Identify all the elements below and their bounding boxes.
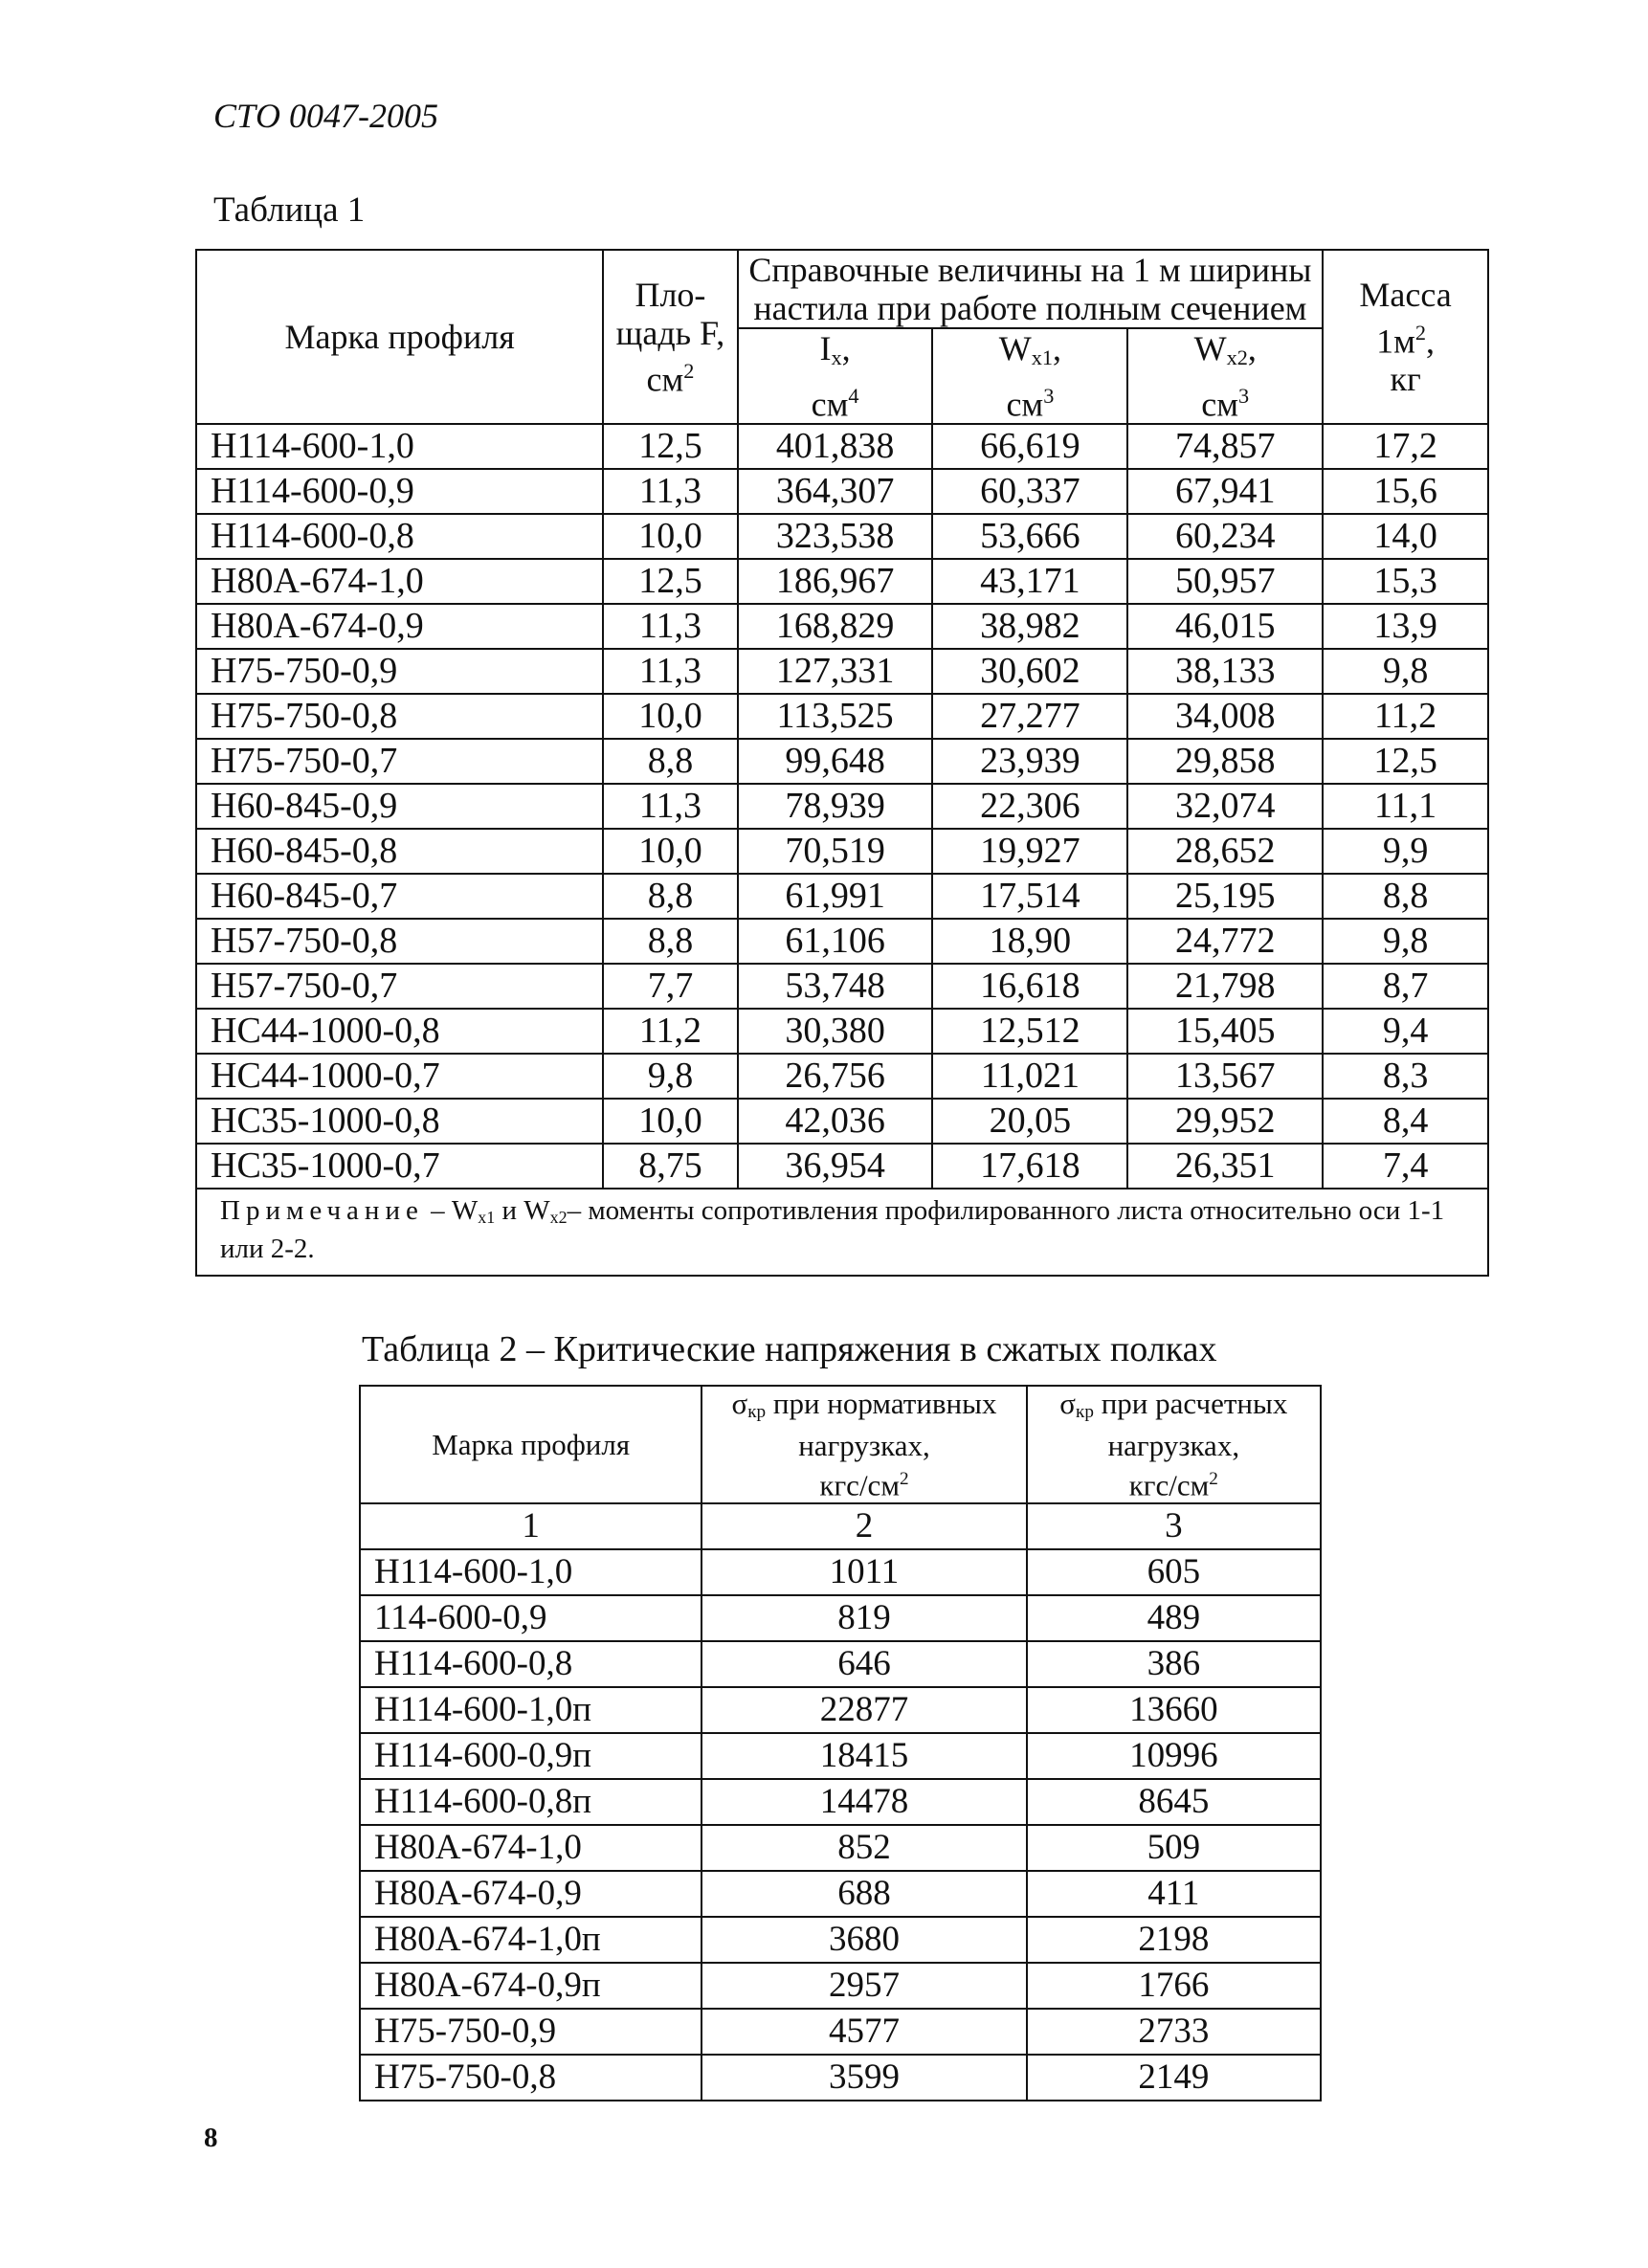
- cell-mass: 8,4: [1323, 1099, 1488, 1144]
- cell-sigma-normative: 646: [702, 1641, 1026, 1687]
- cell-area: 11,3: [603, 649, 737, 694]
- cell-profile-mark: Н114-600-0,9: [196, 469, 603, 514]
- cell-sigma-normative: 819: [702, 1595, 1026, 1641]
- cell-mass: 9,8: [1323, 919, 1488, 964]
- cell-sigma-normative: 3599: [702, 2055, 1026, 2101]
- header-wx2-unit-sup: 3: [1238, 383, 1250, 408]
- cell-mass: 11,2: [1323, 694, 1488, 739]
- cell-ix: 61,991: [738, 874, 933, 919]
- cell-area: 11,3: [603, 604, 737, 649]
- cell-wx1: 30,602: [932, 649, 1127, 694]
- cell-wx2: 50,957: [1127, 559, 1323, 604]
- cell-wx2: 15,405: [1127, 1009, 1323, 1054]
- t2-column-number: 2: [702, 1503, 1026, 1549]
- cell-wx1: 60,337: [932, 469, 1127, 514]
- cell-mass: 8,8: [1323, 874, 1488, 919]
- cell-area: 8,8: [603, 919, 737, 964]
- cell-profile-mark: Н80А-674-1,0п: [360, 1917, 702, 1963]
- header-wx2-symbol: W: [1193, 329, 1227, 367]
- table-row: [196, 469, 1488, 514]
- cell-wx2: 29,952: [1127, 1099, 1323, 1144]
- t2-header-profile-mark: Марка профиля: [360, 1386, 702, 1503]
- cell-mass: 9,8: [1323, 649, 1488, 694]
- table-row: [196, 874, 1488, 919]
- cell-wx2: 28,652: [1127, 829, 1323, 874]
- t2-design-unit-sup: 2: [1209, 1469, 1218, 1490]
- table-row: [360, 1963, 1321, 2009]
- cell-profile-mark: Н75-750-0,9: [360, 2009, 702, 2055]
- cell-sigma-normative: 1011: [702, 1549, 1026, 1595]
- cell-ix: 61,106: [738, 919, 933, 964]
- cell-ix: 323,538: [738, 514, 933, 559]
- cell-profile-mark: НС44-1000-0,8: [196, 1009, 603, 1054]
- cell-wx1: 43,171: [932, 559, 1127, 604]
- cell-sigma-design: 8645: [1027, 1779, 1321, 1825]
- cell-area: 12,5: [603, 424, 737, 469]
- cell-profile-mark: Н75-750-0,8: [196, 694, 603, 739]
- cell-sigma-normative: 18415: [702, 1733, 1026, 1779]
- table-row: [196, 514, 1488, 559]
- table-row: [196, 829, 1488, 874]
- t2-header-design: [1027, 1386, 1321, 1503]
- header-mass-line1: Масса: [1359, 275, 1452, 314]
- cell-profile-mark: Н114-600-1,0: [360, 1549, 702, 1595]
- cell-sigma-design: 2733: [1027, 2009, 1321, 2055]
- table-row: [360, 1825, 1321, 1871]
- cell-profile-mark: Н80А-674-1,0: [196, 559, 603, 604]
- cell-wx2: 32,074: [1127, 784, 1323, 829]
- table-row: [196, 784, 1488, 829]
- cell-ix: 53,748: [738, 964, 933, 1009]
- cell-wx1: 17,514: [932, 874, 1127, 919]
- table-row: [196, 424, 1488, 469]
- header-area-unit: см: [646, 360, 684, 399]
- note-label: Примечание: [220, 1195, 424, 1227]
- t2-header-normative: [702, 1386, 1026, 1503]
- cell-wx2: 25,195: [1127, 874, 1323, 919]
- table-row: [360, 1641, 1321, 1687]
- cell-ix: 78,939: [738, 784, 933, 829]
- cell-wx2: 60,234: [1127, 514, 1323, 559]
- cell-mass: 17,2: [1323, 424, 1488, 469]
- cell-profile-mark: Н114-600-0,8п: [360, 1779, 702, 1825]
- table-1-note: [196, 1189, 1488, 1276]
- cell-sigma-design: 13660: [1027, 1687, 1321, 1733]
- note-sub2: x2: [549, 1208, 568, 1228]
- cell-profile-mark: Н75-750-0,7: [196, 739, 603, 784]
- table-row: [360, 1595, 1321, 1641]
- cell-sigma-design: 605: [1027, 1549, 1321, 1595]
- table-row: [360, 1733, 1321, 1779]
- note-text: – моменты сопротивления профилированного листа относительно оси 1-1 или 2-2.: [220, 1195, 1445, 1265]
- cell-profile-mark: Н80А-674-0,9п: [360, 1963, 702, 2009]
- cell-ix: 364,307: [738, 469, 933, 514]
- cell-mass: 9,4: [1323, 1009, 1488, 1054]
- cell-ix: 401,838: [738, 424, 933, 469]
- header-profile-mark: Марка профиля: [196, 250, 603, 424]
- cell-profile-mark: НС44-1000-0,7: [196, 1054, 603, 1099]
- cell-mass: 12,5: [1323, 739, 1488, 784]
- cell-wx1: 20,05: [932, 1099, 1127, 1144]
- note-sub1: x1: [478, 1208, 496, 1228]
- header-mass-line2: 1м: [1376, 322, 1415, 361]
- cell-area: 8,8: [603, 739, 737, 784]
- t2-normative-label: при нормативных нагрузках,: [772, 1387, 997, 1463]
- header-mass-unit: кг: [1390, 360, 1421, 399]
- cell-ix: 168,829: [738, 604, 933, 649]
- cell-profile-mark: Н57-750-0,8: [196, 919, 603, 964]
- cell-profile-mark: НС35-1000-0,8: [196, 1099, 603, 1144]
- header-wx1-symbol: W: [998, 329, 1032, 367]
- cell-profile-mark: Н114-600-0,9п: [360, 1733, 702, 1779]
- cell-area: 10,0: [603, 514, 737, 559]
- cell-sigma-normative: 4577: [702, 2009, 1026, 2055]
- cell-wx2: 74,857: [1127, 424, 1323, 469]
- header-ix-symbol: I: [819, 329, 832, 367]
- header-area-label: Пло-щадь F,: [615, 275, 725, 352]
- table-row: [196, 1009, 1488, 1054]
- cell-wx1: 27,277: [932, 694, 1127, 739]
- table-row: [196, 964, 1488, 1009]
- cell-area: 10,0: [603, 829, 737, 874]
- table-row: [360, 2055, 1321, 2101]
- table-row: [360, 1871, 1321, 1917]
- cell-wx2: 67,941: [1127, 469, 1323, 514]
- table-1: [195, 249, 1489, 1277]
- cell-profile-mark: Н75-750-0,9: [196, 649, 603, 694]
- table-row: [196, 1054, 1488, 1099]
- cell-mass: 8,3: [1323, 1054, 1488, 1099]
- cell-area: 11,3: [603, 469, 737, 514]
- header-mass: Масса $1м^2$, кг: [1323, 250, 1488, 424]
- table-2: [359, 1385, 1322, 2101]
- cell-mass: 13,9: [1323, 604, 1488, 649]
- cell-profile-mark: Н114-600-1,0п: [360, 1687, 702, 1733]
- table-row: [360, 1687, 1321, 1733]
- cell-sigma-design: 2198: [1027, 1917, 1321, 1963]
- t2-sigma-normative: σ: [731, 1387, 748, 1420]
- t2-normative-unit-sup: 2: [899, 1469, 909, 1490]
- cell-sigma-design: 386: [1027, 1641, 1321, 1687]
- cell-wx1: 66,619: [932, 424, 1127, 469]
- t2-sigma-normative-sub: кр: [747, 1402, 767, 1423]
- cell-ix: 113,525: [738, 694, 933, 739]
- cell-sigma-design: 489: [1027, 1595, 1321, 1641]
- cell-sigma-normative: 2957: [702, 1963, 1026, 2009]
- cell-mass: 14,0: [1323, 514, 1488, 559]
- cell-sigma-design: 10996: [1027, 1733, 1321, 1779]
- table-row: [196, 649, 1488, 694]
- cell-area: 10,0: [603, 694, 737, 739]
- cell-profile-mark: Н114-600-0,8: [360, 1641, 702, 1687]
- header-ix: $I_x$, $см^4$: [738, 328, 933, 424]
- cell-mass: 8,7: [1323, 964, 1488, 1009]
- table-row: [196, 1099, 1488, 1144]
- cell-profile-mark: Н75-750-0,8: [360, 2055, 702, 2101]
- t2-sigma-design: σ: [1059, 1387, 1077, 1420]
- cell-sigma-design: 1766: [1027, 1963, 1321, 2009]
- cell-sigma-design: 411: [1027, 1871, 1321, 1917]
- cell-ix: 99,648: [738, 739, 933, 784]
- header-wx2: $W_{x2}$, $см^3$: [1127, 328, 1323, 424]
- cell-ix: 30,380: [738, 1009, 933, 1054]
- table-1-caption: Таблица 1: [213, 190, 366, 230]
- cell-mass: 7,4: [1323, 1144, 1488, 1189]
- table-row: [196, 1144, 1488, 1189]
- cell-wx2: 34,008: [1127, 694, 1323, 739]
- cell-ix: 36,954: [738, 1144, 933, 1189]
- cell-area: 11,3: [603, 784, 737, 829]
- t2-sigma-design-sub: кр: [1076, 1402, 1094, 1423]
- header-mass-sup: 2: [1414, 320, 1427, 345]
- cell-area: 8,8: [603, 874, 737, 919]
- note-w1: W: [451, 1195, 479, 1227]
- cell-wx2: 26,351: [1127, 1144, 1323, 1189]
- cell-area: 10,0: [603, 1099, 737, 1144]
- t2-column-number: 3: [1027, 1503, 1321, 1549]
- table-row: [360, 2009, 1321, 2055]
- header-area: [603, 250, 737, 424]
- cell-mass: 9,9: [1323, 829, 1488, 874]
- table-row: [360, 1549, 1321, 1595]
- table-row: [360, 1917, 1321, 1963]
- cell-wx2: 24,772: [1127, 919, 1323, 964]
- cell-sigma-design: 509: [1027, 1825, 1321, 1871]
- header-wx1-sub: x1: [1031, 345, 1054, 369]
- cell-wx1: 18,90: [932, 919, 1127, 964]
- cell-wx1: 19,927: [932, 829, 1127, 874]
- cell-profile-mark: Н60-845-0,7: [196, 874, 603, 919]
- header-wx2-unit: см: [1201, 385, 1239, 424]
- header-ix-unit-sup: 4: [848, 383, 859, 408]
- table-1-body: [196, 424, 1488, 1189]
- table-row: [360, 1779, 1321, 1825]
- cell-profile-mark: Н80А-674-1,0: [360, 1825, 702, 1871]
- cell-ix: 70,519: [738, 829, 933, 874]
- cell-profile-mark: Н80А-674-0,9: [196, 604, 603, 649]
- header-wx1: $W_{x1}$, $см^3$: [932, 328, 1127, 424]
- header-wx2-sub: x2: [1226, 345, 1248, 369]
- cell-profile-mark: Н114-600-1,0: [196, 424, 603, 469]
- cell-wx1: 11,021: [932, 1054, 1127, 1099]
- cell-wx2: 21,798: [1127, 964, 1323, 1009]
- cell-mass: 11,1: [1323, 784, 1488, 829]
- header-area-unit-sup: 2: [683, 358, 695, 383]
- cell-profile-mark: Н80А-674-0,9: [360, 1871, 702, 1917]
- cell-wx2: 13,567: [1127, 1054, 1323, 1099]
- t2-column-number: 1: [360, 1503, 702, 1549]
- table-row: [196, 604, 1488, 649]
- document-code: СТО 0047-2005: [213, 97, 439, 135]
- cell-wx2: 38,133: [1127, 649, 1323, 694]
- cell-wx2: 29,858: [1127, 739, 1323, 784]
- note-and: и: [501, 1195, 517, 1227]
- cell-wx1: 12,512: [932, 1009, 1127, 1054]
- cell-sigma-normative: 14478: [702, 1779, 1026, 1825]
- cell-sigma-normative: 22877: [702, 1687, 1026, 1733]
- table-2-caption: Таблица 2 – Критические напряжения в сжатых полках: [362, 1329, 1217, 1369]
- cell-profile-mark: Н57-750-0,7: [196, 964, 603, 1009]
- cell-wx1: 17,618: [932, 1144, 1127, 1189]
- cell-wx1: 23,939: [932, 739, 1127, 784]
- cell-wx1: 53,666: [932, 514, 1127, 559]
- header-wx1-unit: см: [1006, 385, 1044, 424]
- cell-ix: 127,331: [738, 649, 933, 694]
- cell-profile-mark: 114-600-0,9: [360, 1595, 702, 1641]
- cell-area: 9,8: [603, 1054, 737, 1099]
- cell-profile-mark: НС35-1000-0,7: [196, 1144, 603, 1189]
- note-dash: –: [431, 1195, 445, 1227]
- cell-area: 12,5: [603, 559, 737, 604]
- t2-design-unit: кгс/см: [1128, 1468, 1210, 1502]
- page-number: 8: [204, 2123, 218, 2153]
- table-row: [196, 739, 1488, 784]
- header-ix-unit: см: [811, 385, 849, 424]
- t2-normative-unit: кгс/см: [819, 1468, 900, 1502]
- cell-ix: 42,036: [738, 1099, 933, 1144]
- cell-profile-mark: Н60-845-0,8: [196, 829, 603, 874]
- table-row: [196, 694, 1488, 739]
- cell-area: 8,75: [603, 1144, 737, 1189]
- cell-sigma-design: 2149: [1027, 2055, 1321, 2101]
- cell-wx1: 38,982: [932, 604, 1127, 649]
- note-w2: W: [523, 1195, 550, 1227]
- cell-wx1: 22,306: [932, 784, 1127, 829]
- header-wx1-unit-sup: 3: [1043, 383, 1055, 408]
- cell-sigma-normative: 688: [702, 1871, 1026, 1917]
- cell-ix: 26,756: [738, 1054, 933, 1099]
- cell-wx1: 16,618: [932, 964, 1127, 1009]
- header-reference-values: Справочные величины на 1 м ширины настила при работе полным сечением: [738, 250, 1324, 328]
- cell-mass: 15,3: [1323, 559, 1488, 604]
- table-row: [196, 919, 1488, 964]
- cell-ix: 186,967: [738, 559, 933, 604]
- cell-profile-mark: Н114-600-0,8: [196, 514, 603, 559]
- cell-sigma-normative: 852: [702, 1825, 1026, 1871]
- cell-wx2: 46,015: [1127, 604, 1323, 649]
- cell-profile-mark: Н60-845-0,9: [196, 784, 603, 829]
- table-row: [196, 559, 1488, 604]
- table-2-body: [360, 1549, 1321, 2101]
- t2-design-label: при расчетных нагрузках,: [1101, 1387, 1288, 1463]
- cell-area: 11,2: [603, 1009, 737, 1054]
- cell-area: 7,7: [603, 964, 737, 1009]
- header-ix-sub: x: [831, 345, 842, 369]
- cell-mass: 15,6: [1323, 469, 1488, 514]
- cell-sigma-normative: 3680: [702, 1917, 1026, 1963]
